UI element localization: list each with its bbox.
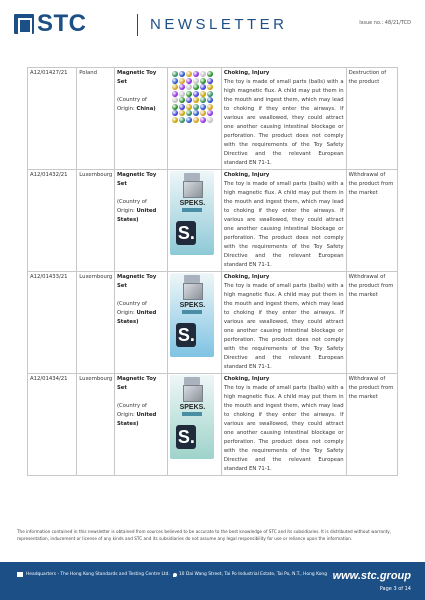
- product-cell: [114, 272, 167, 374]
- magnetic-balls-photo: [170, 69, 214, 125]
- measure-cell: Destruction of the product: [346, 68, 397, 170]
- magnet-ball: [200, 110, 206, 116]
- danger-text: The toy is made of small parts (balls) with a high magnetic flux. A child may put them in the mouth and ingest them, which may lead to choking if they enter the airways. If various are swallowed, they could attract one another causing intestinal blockage or perforation. The product does not comply with the requirements of the Toy Safety Directive and the relevant European standard EN 71-1.: [223, 385, 344, 472]
- danger-cell: [221, 374, 346, 476]
- logo-text: STC: [37, 10, 87, 37]
- origin-value: United States): [116, 208, 157, 223]
- magnet-ball: [172, 91, 178, 97]
- product-name: Magnetic Toy Set: [116, 274, 157, 289]
- magnet-ball: [186, 71, 192, 77]
- country-cell: Luxembourg: [77, 170, 115, 272]
- danger-cell: [221, 68, 346, 170]
- origin-text: [117, 300, 165, 327]
- location-pin-icon: [173, 573, 177, 577]
- magnet-ball: [207, 97, 213, 103]
- box-brand-text: SPEKS.: [179, 404, 206, 411]
- measure-cell: Withdrawal of the product from the market: [346, 374, 397, 476]
- danger-text: The toy is made of small parts (balls) with a high magnetic flux. A child may put them in the mouth and ingest them, which may lead to choking if they enter the airways. If various are swallowed, they could attract one another causing intestinal blockage or perforation. The product does not comply with the requirements of the Toy Safety Directive and the relevant European standard EN 71-1.: [223, 181, 344, 268]
- magnet-ball: [179, 117, 185, 123]
- origin-value: United States): [116, 412, 157, 427]
- magnet-ball: [193, 78, 199, 84]
- magnet-cube: [183, 181, 203, 198]
- danger-text: The toy is made of small parts (balls) with a high magnetic flux. A child may put them in the mouth and ingest them, which may lead to choking if they enter the airways. If various are swallowed, they could attract one another causing intestinal blockage or perforation. The product does not comply with the requirements of the Toy Safety Directive and the relevant European standard EN 71-1.: [223, 79, 344, 166]
- table-row: [28, 374, 398, 476]
- stc-logo: [14, 10, 87, 37]
- magnet-ball: [207, 91, 213, 97]
- magnet-ball: [186, 91, 192, 97]
- photo-cell: [168, 272, 221, 374]
- magnet-ball: [193, 117, 199, 123]
- danger-title: Choking, Injury: [223, 274, 270, 280]
- magnet-ball: [179, 78, 185, 84]
- magnet-ball: [172, 78, 178, 84]
- package-cap: [184, 275, 200, 283]
- magnet-ball: [207, 104, 213, 110]
- magnet-ball: [193, 84, 199, 90]
- magnet-ball: [172, 84, 178, 90]
- photo-cell: [168, 68, 221, 170]
- magnet-ball: [172, 104, 178, 110]
- recall-table: [27, 67, 398, 476]
- hq-address: 10 Dai Wang Street, Tai Po Industrial Estate, Tai Po, N.T., Hong Kong: [178, 572, 327, 577]
- page-number: Page 3 of 14: [379, 586, 411, 592]
- danger-text: The toy is made of small parts (balls) with a high magnetic flux. A child may put them in the mouth and ingest them, which may lead to choking if they enter the airways. If various are swallowed, they could attract one another causing intestinal blockage or perforation. The product does not comply with the requirements of the Toy Safety Directive and the relevant European standard EN 71-1.: [223, 283, 344, 370]
- box-s-logo: S.: [177, 325, 195, 345]
- box-brand-text: SPEKS.: [179, 302, 206, 309]
- speks-box-photo: [170, 375, 214, 459]
- magnet-ball: [172, 71, 178, 77]
- product-cell: [114, 374, 167, 476]
- magnet-ball: [179, 97, 185, 103]
- measure-cell: Withdrawal of the product from the market: [346, 272, 397, 374]
- magnet-ball: [200, 71, 206, 77]
- ref-cell: A12/01427/21: [28, 68, 77, 170]
- disclaimer-text: The information contained in this newsletter is obtained from sources believed to be accurate to the best knowledge of STC and its subsidiaries. It is distributed without warranty, representation, inducement or license of any kinds and STC and its subsidiaries do not assume any legal responsibility for use or reliance upon the information.: [17, 529, 392, 541]
- magnet-ball: [193, 110, 199, 116]
- country-cell: Luxembourg: [77, 374, 115, 476]
- stc-logo-icon: [14, 14, 34, 34]
- newsletter-header: [0, 0, 425, 46]
- product-name: Magnetic Toy Set: [116, 376, 157, 391]
- country-cell: Luxembourg: [77, 272, 115, 374]
- photo-cell: [168, 374, 221, 476]
- speks-box-photo: [170, 171, 214, 255]
- origin-value: United States): [116, 310, 157, 325]
- headquarters-info: [17, 572, 327, 577]
- ref-cell: A12/01434/21: [28, 374, 77, 476]
- magnet-ball: [172, 110, 178, 116]
- product-name: Magnetic Toy Set: [116, 70, 157, 85]
- magnet-ball: [193, 97, 199, 103]
- header-divider: [137, 14, 138, 36]
- origin-label: (Country of Origin:: [116, 199, 147, 214]
- country-cell: Poland: [77, 68, 115, 170]
- magnet-ball: [186, 78, 192, 84]
- magnet-cube: [183, 385, 203, 402]
- magnet-cube: [183, 283, 203, 300]
- table-row: [28, 68, 398, 170]
- magnet-ball: [207, 78, 213, 84]
- magnet-ball: [200, 104, 206, 110]
- magnet-ball: [193, 71, 199, 77]
- magnet-ball: [186, 117, 192, 123]
- origin-label: (Country of Origin:: [116, 403, 147, 418]
- ref-cell: A12/01433/21: [28, 272, 77, 374]
- photo-cell: [168, 170, 221, 272]
- magnet-ball: [179, 71, 185, 77]
- danger-title: Choking, Injury: [223, 70, 270, 76]
- origin-text: [117, 96, 165, 114]
- box-tag: [182, 310, 202, 314]
- danger-title: Choking, Injury: [223, 172, 270, 178]
- magnet-ball: [193, 91, 199, 97]
- box-s-logo: S.: [177, 223, 195, 243]
- magnet-ball: [179, 84, 185, 90]
- magnet-ball: [200, 91, 206, 97]
- box-s-logo: S.: [177, 427, 195, 447]
- newsletter-title: NEWSLETTER: [150, 16, 288, 33]
- origin-text: [117, 198, 165, 225]
- ref-cell: A12/01432/21: [28, 170, 77, 272]
- box-brand-text: SPEKS.: [179, 200, 206, 207]
- table-row: [28, 170, 398, 272]
- origin-text: [117, 402, 165, 429]
- magnet-ball: [207, 117, 213, 123]
- building-icon: [17, 572, 23, 577]
- magnet-ball: [186, 84, 192, 90]
- danger-title: Choking, Injury: [223, 376, 270, 382]
- origin-label: (Country of Origin:: [116, 97, 147, 112]
- danger-cell: [221, 272, 346, 374]
- magnet-ball: [179, 91, 185, 97]
- magnet-ball: [207, 71, 213, 77]
- origin-value: China): [136, 106, 156, 112]
- website-link[interactable]: www.stc.group: [332, 570, 411, 582]
- magnet-ball: [207, 84, 213, 90]
- product-name: Magnetic Toy Set: [116, 172, 157, 187]
- magnet-ball: [186, 110, 192, 116]
- magnet-ball: [193, 104, 199, 110]
- measure-cell: Withdrawal of the product from the market: [346, 170, 397, 272]
- magnet-ball: [200, 84, 206, 90]
- magnet-ball: [179, 104, 185, 110]
- magnet-ball: [172, 117, 178, 123]
- magnet-ball: [186, 97, 192, 103]
- magnet-ball: [179, 110, 185, 116]
- magnet-ball: [200, 78, 206, 84]
- hq-label: Headquarters - The Hong Kong Standards and Testing Centre Ltd.: [26, 572, 170, 577]
- magnet-ball: [207, 110, 213, 116]
- product-cell: [114, 68, 167, 170]
- magnet-ball: [172, 97, 178, 103]
- magnet-ball: [200, 117, 206, 123]
- package-cap: [184, 377, 200, 385]
- box-tag: [182, 208, 202, 212]
- package-cap: [184, 173, 200, 181]
- danger-cell: [221, 170, 346, 272]
- box-tag: [182, 412, 202, 416]
- issue-number: Issue no.: 48/21/TCD: [359, 20, 411, 26]
- product-cell: [114, 170, 167, 272]
- table-row: [28, 272, 398, 374]
- speks-box-photo: [170, 273, 214, 357]
- magnet-ball: [186, 104, 192, 110]
- origin-label: (Country of Origin:: [116, 301, 147, 316]
- magnet-ball: [200, 97, 206, 103]
